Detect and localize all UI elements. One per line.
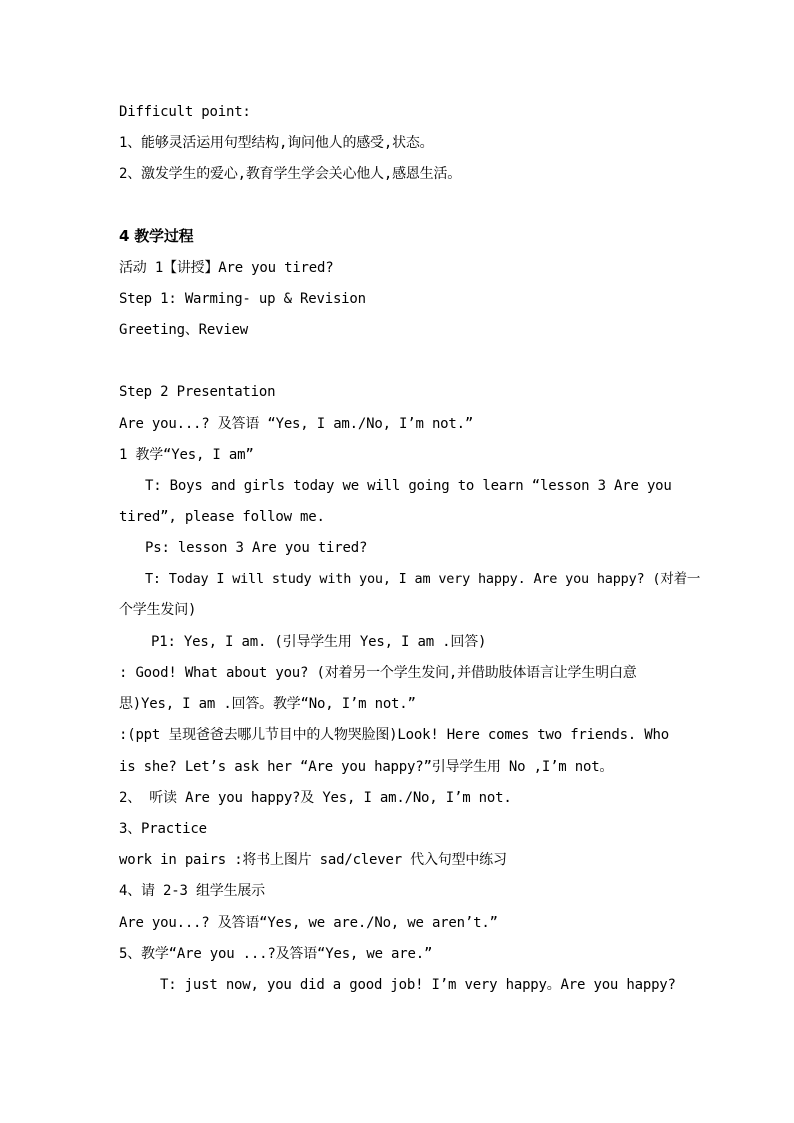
paragraph-line: Are you...? 及答语“Yes, we are./No, we aren’t.” [119, 915, 498, 931]
paragraph-line: 4、请 2-3 组学生展示 [119, 883, 265, 899]
difficult-point-1: 1、能够灵活运用句型结构,询问他人的感受,状态。 [119, 135, 434, 151]
paragraph-line: T: Boys and girls today we will going to learn “lesson 3 Are you [145, 478, 672, 494]
paragraph-line: 思)Yes, I am .回答。教学“No, I’m not.” [119, 696, 416, 712]
paragraph-line: P1: Yes, I am. (引导学生用 Yes, I am .回答) [151, 634, 487, 650]
paragraph-line: T: just now, you did a good job! I’m very happy。Are you happy? [160, 977, 676, 993]
paragraph-line: Ps: lesson 3 Are you tired? [145, 540, 368, 556]
paragraph-line: 5、教学“Are you ...?及答语“Yes, we are.” [119, 946, 433, 962]
paragraph-line: is she? Let’s ask her “Are you happy?”引导学生用 No ,I’m not。 [119, 759, 614, 775]
paragraph-line: tired”, please follow me. [119, 509, 325, 525]
paragraph-line: Are you...? 及答语 “Yes, I am./No, I’m not.” [119, 416, 474, 432]
paragraph-line: 1 教学“Yes, I am” [119, 447, 254, 463]
step-1-content: Greeting、Review [119, 322, 249, 338]
difficult-point-label: Difficult point: [119, 104, 251, 120]
paragraph-line: :(ppt 呈现爸爸去哪儿节目中的人物哭脸图)Look! Here comes two friends. Who [119, 727, 669, 743]
paragraph-line: 个学生发问) [119, 602, 197, 618]
step-1-title: Step 1: Warming- up & Revision [119, 291, 366, 307]
paragraph-line: 3、Practice [119, 821, 207, 837]
step-2-title: Step 2 Presentation [119, 384, 276, 400]
activity-1-title: 活动 1【讲授】Are you tired? [119, 260, 334, 276]
paragraph-line: work in pairs :将书上图片 sad/clever 代入句型中练习 [119, 852, 507, 868]
paragraph-line: T: Today I will study with you, I am very happy. Are you happy? (对着一 [145, 571, 701, 587]
paragraph-line: 2、 听读 Are you happy?及 Yes, I am./No, I’m not. [119, 790, 512, 806]
difficult-point-2: 2、激发学生的爱心,教育学生学会关心他人,感恩生活。 [119, 166, 462, 182]
section-heading-teaching-process: 4 教学过程 [119, 227, 194, 245]
paragraph-line: : Good! What about you? (对着另一个学生发问,并借助肢体语言让学生明白意 [119, 665, 637, 681]
